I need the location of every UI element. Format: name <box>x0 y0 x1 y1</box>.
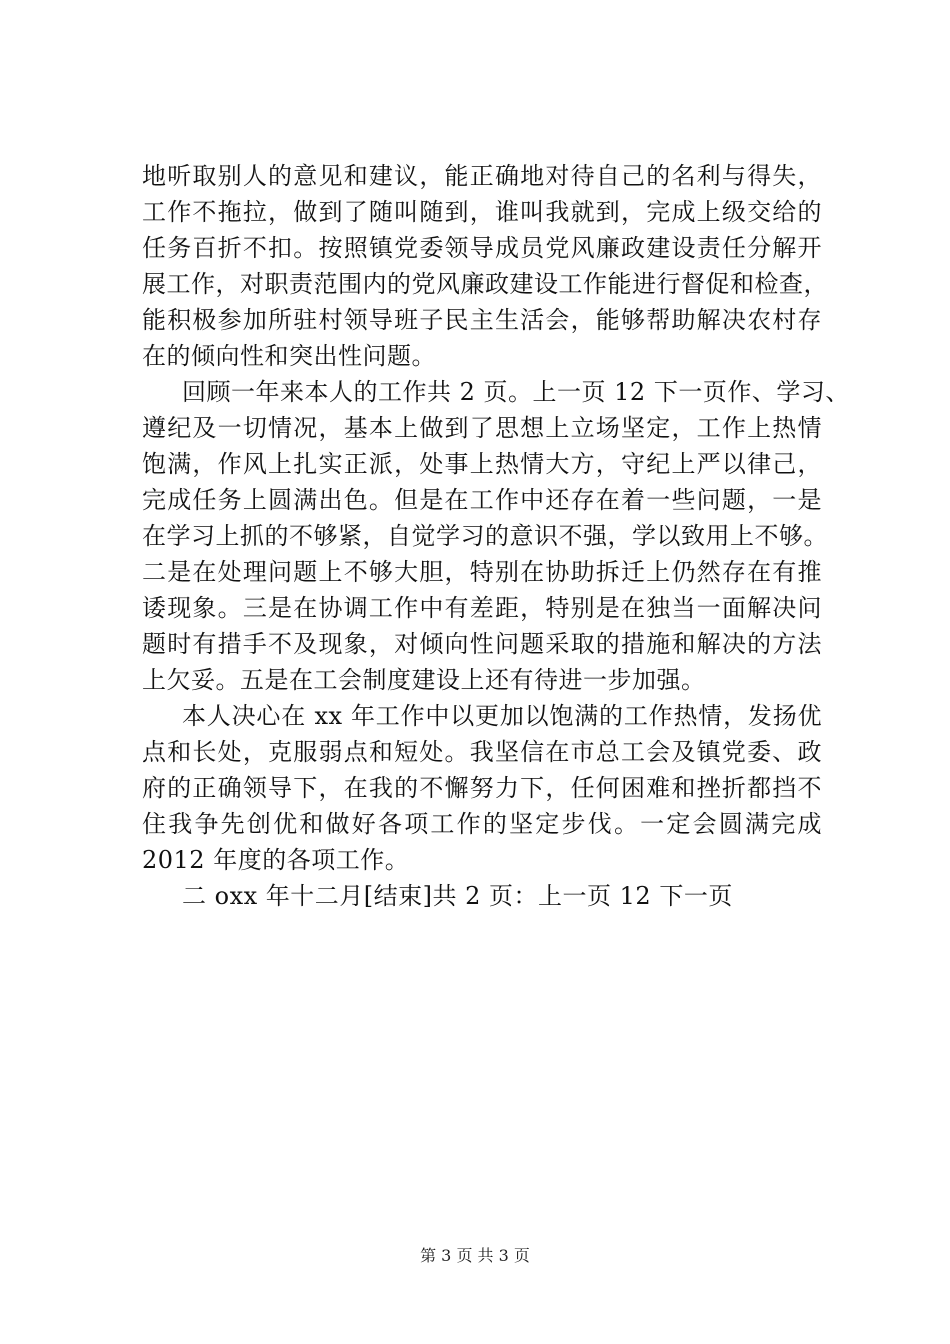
date-line: 二 oxx 年十二月[结束]共 2 页：上一页 12 下一页 <box>182 882 733 910</box>
document-body <box>142 158 850 914</box>
text-line: 本人决心在 xx 年工作中以更加以饱满的工作热情，发扬优 <box>182 702 822 730</box>
text-line: 在学习上抓的不够紧，自觉学习的意识不强，学以致用上不够。 <box>142 522 828 550</box>
text-line: 上欠妥。五是在工会制度建设上还有待进一步加强。 <box>142 666 706 694</box>
text-line: 展工作，对职责范围内的党风廉政建设工作能进行督促和检查， <box>142 270 828 298</box>
text-line: 回顾一年来本人的工作共 2 页。上一页 12 下一页作、学习、 <box>182 378 850 406</box>
text-line: 二是在处理问题上不够大胆，特别在协助拆迁上仍然存在有推 <box>142 558 822 586</box>
text-line: 住我争先创优和做好各项工作的坚定步伐。一定会圆满完成 <box>142 810 822 838</box>
text-line: 能积极参加所驻村领导班子民主生活会，能够帮助解决农村存 <box>142 306 822 334</box>
text-line: 诿现象。三是在协调工作中有差距，特别是在独当一面解决问 <box>142 594 822 622</box>
text-line: 完成任务上圆满出色。但是在工作中还存在着一些问题，一是 <box>142 486 822 514</box>
page-footer <box>0 1245 950 1267</box>
text-line: 工作不拖拉，做到了随叫随到，谁叫我就到，完成上级交给的 <box>142 198 822 226</box>
text-line: 遵纪及一切情况，基本上做到了思想上立场坚定，工作上热情 <box>142 414 822 442</box>
text-line: 在的倾向性和突出性问题。 <box>142 342 436 370</box>
text-line: 任务百折不扣。按照镇党委领导成员党风廉政建设责任分解开 <box>142 234 822 262</box>
text-line: 地听取别人的意见和建议，能正确地对待自己的名利与得失， <box>142 162 822 190</box>
page-number-label: 第 3 页 共 3 页 <box>420 1246 530 1265</box>
text-line: 饱满，作风上扎实正派，处事上热情大方，守纪上严以律己， <box>142 450 822 478</box>
text-line: 点和长处，克服弱点和短处。我坚信在市总工会及镇党委、政 <box>142 738 822 766</box>
text-line: 府的正确领导下，在我的不懈努力下，任何困难和挫折都挡不 <box>142 774 822 802</box>
text-line: 2012 年度的各项工作。 <box>142 846 410 874</box>
text-line: 题时有措手不及现象，对倾向性问题采取的措施和解决的方法 <box>142 630 822 658</box>
